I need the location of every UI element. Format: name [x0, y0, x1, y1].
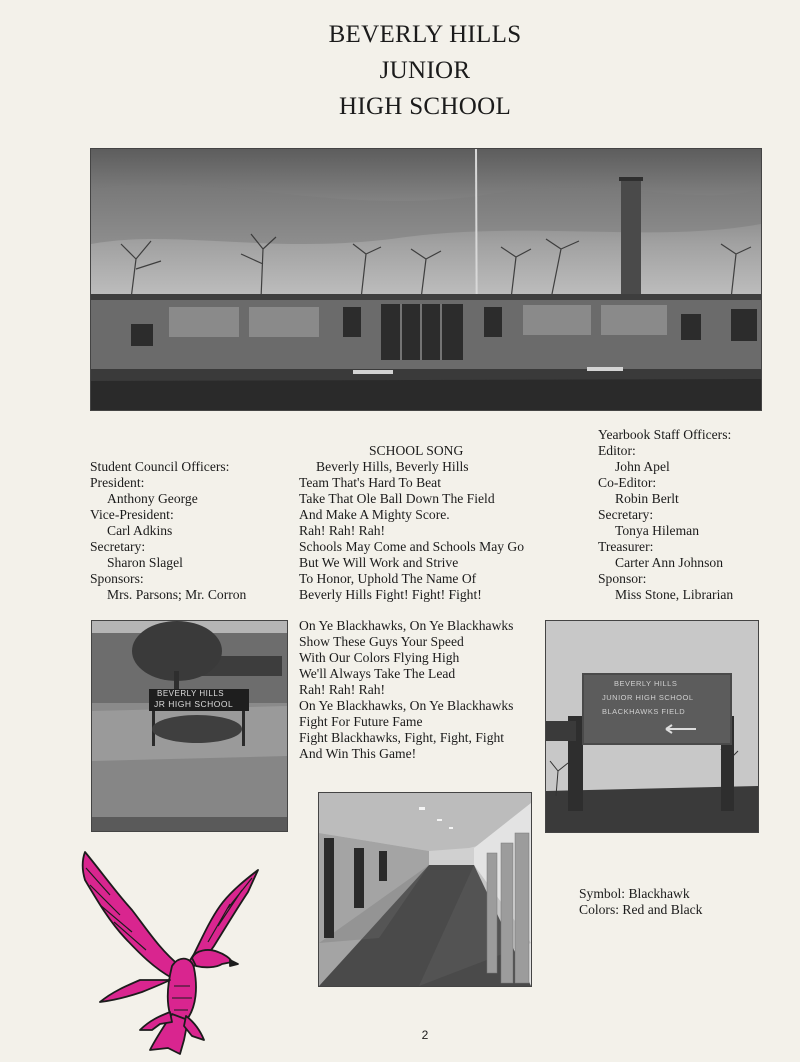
- field-sign-line-3: BLACKHAWKS FIELD: [602, 707, 686, 716]
- school-building-photo: [90, 148, 762, 411]
- page-title-line-2: JUNIOR: [379, 57, 471, 84]
- vice-president-label: Vice-President:: [90, 507, 174, 522]
- song-line: Fight For Future Fame: [299, 714, 423, 729]
- treasurer-name: Carter Ann Johnson: [615, 555, 723, 570]
- hallway-photo: [318, 792, 532, 987]
- song-line: We'll Always Take The Lead: [299, 666, 456, 681]
- song-line: But We Will Work and Strive: [299, 555, 459, 570]
- song-line: And Make A Mighty Score.: [299, 507, 450, 522]
- school-song-verse-2: [299, 618, 513, 762]
- mascot-symbol: Symbol: Blackhawk: [579, 886, 690, 901]
- secretary-label: Secretary:: [90, 539, 146, 554]
- sponsors-names: Mrs. Parsons; Mr. Corron: [107, 587, 247, 602]
- co-editor-name: Robin Berlt: [615, 491, 679, 506]
- yearbook-staff-block: [598, 427, 733, 603]
- co-editor-label: Co-Editor:: [598, 475, 657, 490]
- song-line: To Honor, Uphold The Name Of: [299, 571, 477, 586]
- yearbook-staff-heading: Yearbook Staff Officers:: [598, 427, 732, 442]
- field-sign-line-2: JUNIOR HIGH SCHOOL: [602, 693, 694, 702]
- song-line: Fight Blackhawks, Fight, Fight, Fight: [299, 730, 505, 745]
- student-council-block: [90, 459, 246, 603]
- treasurer-label: Treasurer:: [598, 539, 654, 554]
- song-line: And Win This Game!: [299, 746, 417, 761]
- sponsor-label: Sponsor:: [598, 571, 647, 586]
- school-song-title: SCHOOL SONG: [369, 443, 464, 458]
- school-sign-line-1: BEVERLY HILLS: [157, 689, 225, 698]
- song-line: Take That Ole Ball Down The Field: [299, 491, 495, 506]
- sponsors-label: Sponsors:: [90, 571, 144, 586]
- song-line: Rah! Rah! Rah!: [299, 523, 386, 538]
- staff-secretary-name: Tonya Hileman: [615, 523, 699, 538]
- school-song-verse-1: [299, 459, 524, 603]
- president-label: President:: [90, 475, 145, 490]
- song-line: On Ye Blackhawks, On Ye Blackhawks: [299, 698, 514, 713]
- school-sign-line-2: JR HIGH SCHOOL: [154, 699, 234, 709]
- vice-president-name: Carl Adkins: [107, 523, 173, 538]
- song-line: With Our Colors Flying High: [299, 650, 460, 665]
- editor-name: John Apel: [615, 459, 670, 474]
- page-title-line-3: HIGH SCHOOL: [338, 93, 512, 120]
- sponsor-name: Miss Stone, Librarian: [615, 587, 734, 602]
- mascot-colors: Colors: Red and Black: [579, 902, 703, 917]
- page-title-line-1: BEVERLY HILLS: [328, 21, 522, 48]
- song-line: Team That's Hard To Beat: [299, 475, 441, 490]
- song-line: Beverly Hills, Beverly Hills: [316, 459, 469, 474]
- field-sign-line-1: BEVERLY HILLS: [614, 679, 678, 688]
- secretary-name: Sharon Slagel: [107, 555, 183, 570]
- song-line: Beverly Hills Fight! Fight! Fight!: [299, 587, 482, 602]
- president-name: Anthony George: [107, 491, 198, 506]
- song-line: On Ye Blackhawks, On Ye Blackhawks: [299, 618, 514, 633]
- blackhawk-mascot-illustration: [80, 850, 260, 1055]
- song-line: Schools May Come and Schools May Go: [299, 539, 525, 554]
- school-sign-photo: [91, 620, 288, 832]
- song-line: Show These Guys Your Speed: [299, 634, 464, 649]
- song-line: Rah! Rah! Rah!: [299, 682, 386, 697]
- page-number: 2: [421, 1028, 429, 1042]
- student-council-heading: Student Council Officers:: [90, 459, 230, 474]
- staff-secretary-label: Secretary:: [598, 507, 654, 522]
- editor-label: Editor:: [598, 443, 636, 458]
- field-sign-photo: [545, 620, 759, 833]
